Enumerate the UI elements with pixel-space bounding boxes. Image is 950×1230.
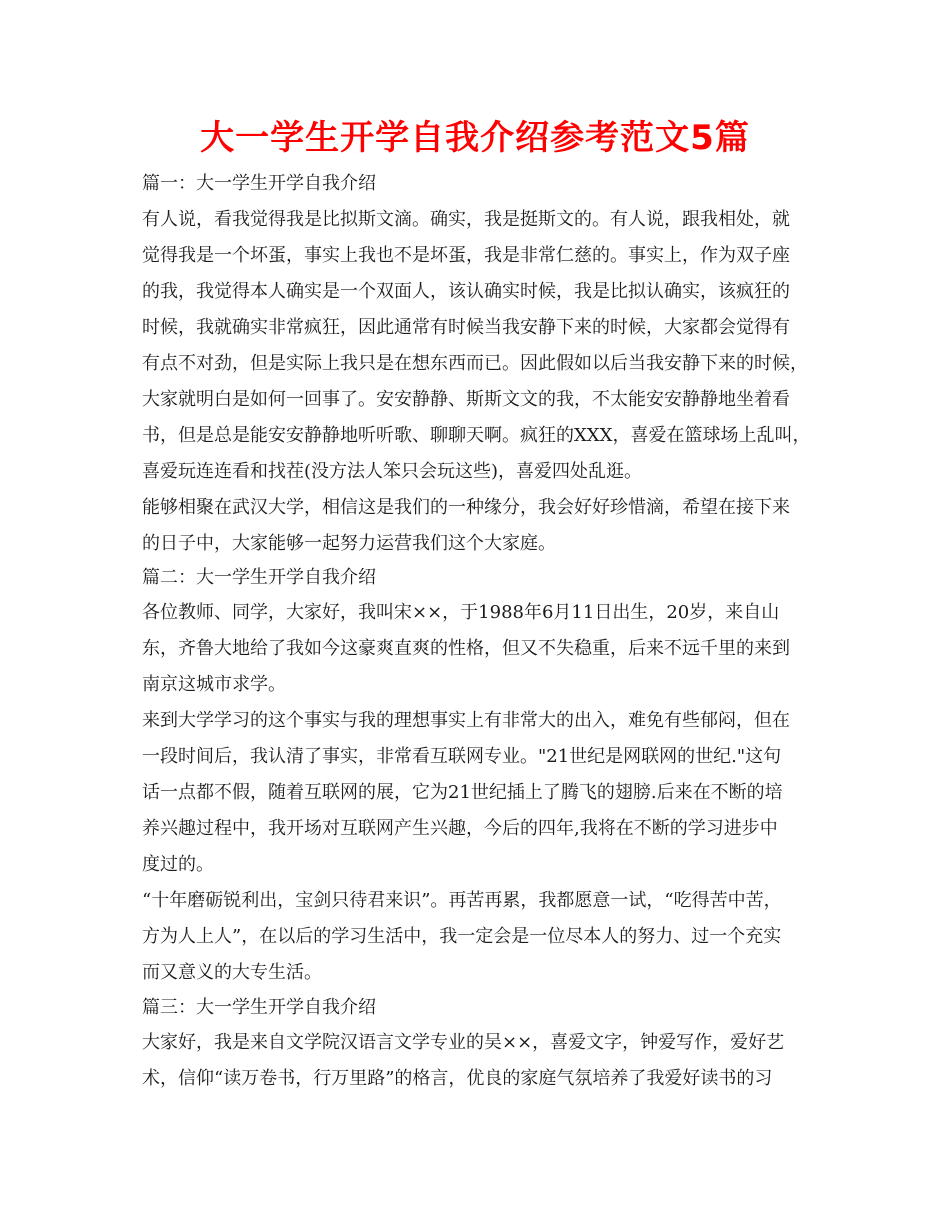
paragraph-line: 喜爱玩连连看和找茬(没方法人笨只会玩这些)，喜爱四处乱逛。: [142, 461, 643, 482]
section-heading: 篇三：大一学生开学自我介绍: [142, 997, 376, 1018]
paragraph-line: 的我，我觉得本人确实是一个双面人，该认确实时候，我是比拟认确实，该疯狂的: [142, 281, 790, 302]
section-heading: 篇二：大一学生开学自我介绍: [142, 567, 376, 588]
paragraph-line: 一段时间后，我认清了事实，非常看互联网专业。"21世纪是网联网的世纪."这句: [142, 746, 782, 767]
paragraph-line: 大家好，我是来自文学院汉语言文学专业的吴××，喜爱文字，钟爱写作，爱好艺: [142, 1032, 785, 1053]
paragraph-line: 有点不对劲，但是实际上我只是在想东西而已。因此假如以后当我安静下来的时候，: [142, 353, 808, 374]
paragraph-line: 而又意义的大专生活。: [142, 962, 322, 983]
paragraph-line: 方为人上人”，在以后的学习生活中，我一定会是一位尽本人的努力、过一个充实: [142, 926, 782, 947]
paragraph-line: 来到大学学习的这个事实与我的理想事实上有非常大的出入，难免有些郁闷，但在: [142, 710, 790, 731]
paragraph-line: “十年磨砺锐利出，宝剑只待君来识”。再苦再累，我都愿意一试，“吃得苦中苦，: [142, 890, 782, 911]
section-heading: 篇一：大一学生开学自我介绍: [142, 173, 376, 194]
paragraph-line: 话一点都不假，随着互联网的展，它为21世纪插上了腾飞的翅膀.后来在不断的培: [142, 782, 783, 803]
paragraph-line: 时候，我就确实非常疯狂，因此通常有时候当我安静下来的时候，大家都会觉得有: [142, 317, 790, 338]
paragraph-line: 能够相聚在武汉大学，相信这是我们的一种缘分，我会好好珍惜滴，希望在接下来: [142, 497, 790, 518]
paragraph-line: 各位教师、同学，大家好，我叫宋××，于1988年6月11日出生，20岁，来自山: [142, 602, 780, 623]
paragraph-line: 度过的。: [142, 854, 214, 875]
paragraph-line: 有人说，看我觉得我是比拟斯文滴。确实，我是挺斯文的。有人说，跟我相处，就: [142, 209, 790, 230]
paragraph-line: 南京这城市求学。: [142, 674, 286, 695]
paragraph-line: 术，信仰“读万卷书，行万里路”的格言，优良的家庭气氛培养了我爱好读书的习: [142, 1068, 773, 1089]
paragraph-line: 养兴趣过程中，我开场对互联网产生兴趣，今后的四年,我将在不断的学习进步中: [142, 818, 778, 839]
document-title: 大一学生开学自我介绍参考范文5篇: [200, 118, 750, 158]
paragraph-line: 的日子中，大家能够一起努力运营我们这个大家庭。: [142, 533, 556, 554]
paragraph-line: 觉得我是一个坏蛋，事实上我也不是坏蛋，我是非常仁慈的。事实上，作为双子座: [142, 245, 790, 266]
paragraph-line: 书，但是总是能安安静静地听听歌、聊聊天啊。疯狂的XXX，喜爱在篮球场上乱叫，: [142, 425, 811, 446]
paragraph-line: 大家就明白是如何一回事了。安安静静、斯斯文文的我，不太能安安静静地坐着看: [142, 389, 790, 410]
paragraph-line: 东，齐鲁大地给了我如今这豪爽直爽的性格，但又不失稳重，后来不远千里的来到: [142, 638, 790, 659]
